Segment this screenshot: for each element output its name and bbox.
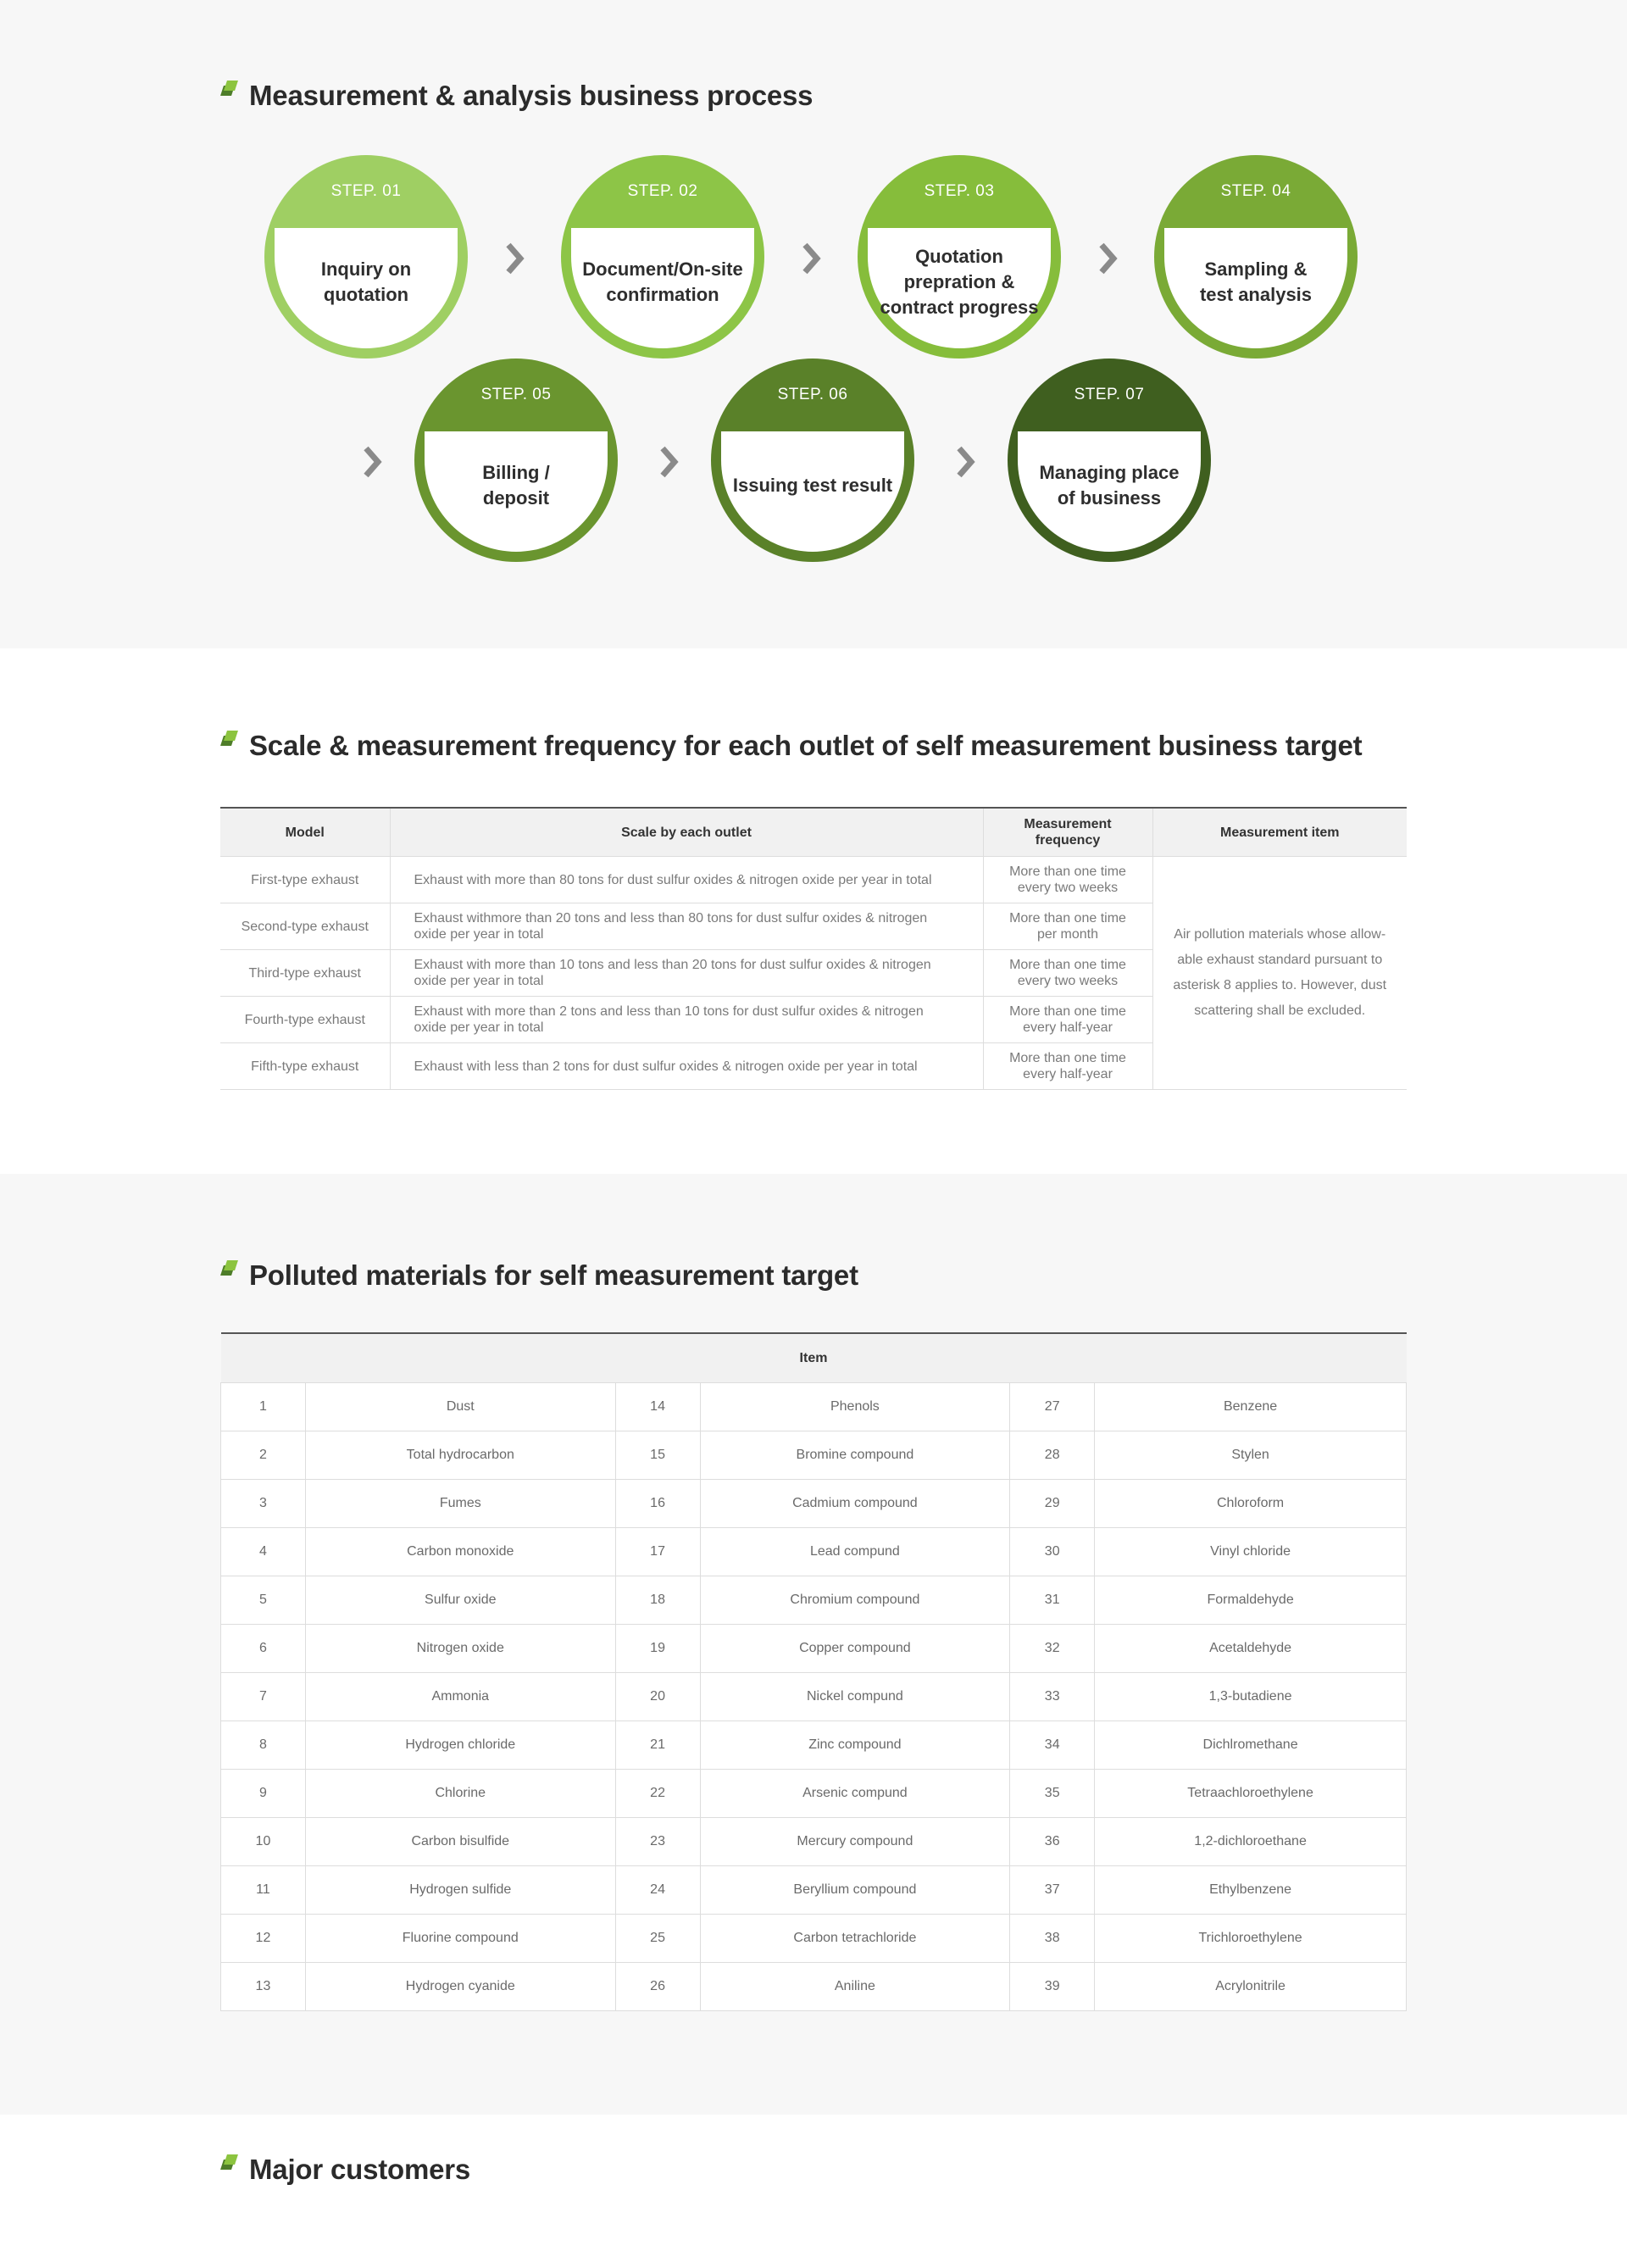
chevron-right-icon: [954, 443, 978, 481]
scale-cell: Exhaust with more than 2 tons and less than 10 tons for dust sulfur oxides & nitrogen oxide per year in total: [390, 997, 983, 1043]
customers-title: Major customers: [249, 2154, 471, 2185]
item-name-cell: Nitrogen oxide: [305, 1625, 615, 1673]
item-number-cell: 11: [221, 1866, 306, 1915]
table-row: [221, 1721, 1407, 1770]
model-cell: Fourth-type exhaust: [220, 997, 390, 1043]
item-name-cell: Chlorine: [305, 1770, 615, 1818]
step-circle-05: [414, 359, 618, 562]
item-number-cell: 20: [615, 1673, 700, 1721]
item-number-cell: 22: [615, 1770, 700, 1818]
table-row: [221, 1673, 1407, 1721]
item-number-cell: 38: [1010, 1915, 1095, 1963]
item-name-cell: Chloroform: [1095, 1480, 1407, 1528]
item-number-cell: 2: [221, 1431, 306, 1480]
table-row: [221, 1963, 1407, 2011]
item-number-cell: 25: [615, 1915, 700, 1963]
item-number-cell: 10: [221, 1818, 306, 1866]
item-name-cell: Beryllium compound: [700, 1866, 1010, 1915]
step-circle-03: [858, 155, 1061, 359]
item-name-cell: 1,3-butadiene: [1095, 1673, 1407, 1721]
item-number-cell: 39: [1010, 1963, 1095, 2011]
table-row: [221, 1576, 1407, 1625]
item-number-cell: 30: [1010, 1528, 1095, 1576]
step-circle-02: [561, 155, 764, 359]
model-cell: Fifth-type exhaust: [220, 1043, 390, 1090]
model-cell: Third-type exhaust: [220, 950, 390, 997]
table-row: [221, 1383, 1407, 1431]
item-name-cell: 1,2-dichloroethane: [1095, 1818, 1407, 1866]
item-number-cell: 28: [1010, 1431, 1095, 1480]
item-number-cell: 32: [1010, 1625, 1095, 1673]
item-name-cell: Benzene: [1095, 1383, 1407, 1431]
item-name-cell: Arsenic compund: [700, 1770, 1010, 1818]
customers-heading: [220, 2154, 470, 2186]
frequency-cell: More than one time every two weeks: [983, 857, 1152, 903]
table-row: [221, 1431, 1407, 1480]
step-label: Quotation prepration & contract progress: [880, 246, 1039, 318]
table-row: [221, 1770, 1407, 1818]
item-name-cell: Vinyl chloride: [1095, 1528, 1407, 1576]
heading-bullet-icon: [220, 2154, 237, 2171]
table-row: [221, 1818, 1407, 1866]
table-row: [221, 1625, 1407, 1673]
item-name-cell: Ammonia: [305, 1673, 615, 1721]
item-name-cell: Sulfur oxide: [305, 1576, 615, 1625]
table-row: [221, 1915, 1407, 1963]
item-number-cell: 16: [615, 1480, 700, 1528]
chevron-right-icon: [658, 443, 681, 481]
frequency-cell: More than one time every half-year: [983, 997, 1152, 1043]
step-circle-06: [711, 359, 914, 562]
chevron-right-icon: [361, 443, 385, 481]
item-name-cell: Fumes: [305, 1480, 615, 1528]
col-header-item: Item: [221, 1333, 1407, 1383]
item-name-cell: Nickel compund: [700, 1673, 1010, 1721]
item-name-cell: Ethylbenzene: [1095, 1866, 1407, 1915]
item-number-cell: 8: [221, 1721, 306, 1770]
chevron-right-icon: [800, 240, 824, 277]
item-number-cell: 26: [615, 1963, 700, 2011]
item-number-cell: 24: [615, 1866, 700, 1915]
item-number-cell: 17: [615, 1528, 700, 1576]
step-number: STEP. 03: [924, 182, 995, 200]
item-name-cell: Carbon tetrachloride: [700, 1915, 1010, 1963]
step-number: STEP. 02: [627, 182, 698, 200]
process-section: [0, 0, 1627, 648]
item-number-cell: 36: [1010, 1818, 1095, 1866]
scale-table: [220, 807, 1407, 1090]
model-cell: Second-type exhaust: [220, 903, 390, 950]
item-name-cell: Carbon monoxide: [305, 1528, 615, 1576]
step-number: STEP. 04: [1220, 182, 1291, 200]
item-number-cell: 13: [221, 1963, 306, 2011]
step-label: Inquiry on quotation: [320, 258, 412, 305]
item-number-cell: 5: [221, 1576, 306, 1625]
polluted-title: Polluted materials for self measurement target: [249, 1259, 858, 1291]
item-name-cell: Acrylonitrile: [1095, 1963, 1407, 2011]
model-cell: First-type exhaust: [220, 857, 390, 903]
item-number-cell: 1: [221, 1383, 306, 1431]
item-name-cell: Phenols: [700, 1383, 1010, 1431]
item-number-cell: 12: [221, 1915, 306, 1963]
step-circle-01: [264, 155, 468, 359]
process-title: Measurement & analysis business process: [249, 80, 814, 111]
scale-cell: Exhaust with less than 2 tons for dust sulfur oxides & nitrogen oxide per year in total: [390, 1043, 983, 1090]
table-row: [221, 1528, 1407, 1576]
step-label: Issuing test result: [732, 475, 893, 496]
item-name-cell: Hydrogen cyanide: [305, 1963, 615, 2011]
item-name-cell: Lead compund: [700, 1528, 1010, 1576]
item-name-cell: Bromine compound: [700, 1431, 1010, 1480]
item-name-cell: Total hydrocarbon: [305, 1431, 615, 1480]
step-number: STEP. 01: [330, 182, 402, 200]
item-name-cell: Chromium compound: [700, 1576, 1010, 1625]
item-name-cell: Aniline: [700, 1963, 1010, 2011]
step-number: STEP. 07: [1074, 386, 1145, 403]
heading-bullet-icon: [220, 1260, 237, 1277]
table-row: [221, 1480, 1407, 1528]
item-name-cell: Hydrogen sulfide: [305, 1866, 615, 1915]
chevron-right-icon: [503, 240, 527, 277]
item-number-cell: 29: [1010, 1480, 1095, 1528]
item-name-cell: Fluorine compound: [305, 1915, 615, 1963]
step-label: Billing / deposit: [482, 462, 550, 509]
item-number-cell: 27: [1010, 1383, 1095, 1431]
col-header-model: Model: [220, 808, 390, 857]
scale-cell: Exhaust withmore than 20 tons and less than 80 tons for dust sulfur oxides & nitrogen oxide per year in total: [390, 903, 983, 950]
item-name-cell: Trichloroethylene: [1095, 1915, 1407, 1963]
item-number-cell: 19: [615, 1625, 700, 1673]
item-name-cell: Dichlromethane: [1095, 1721, 1407, 1770]
step-label: Document/On-site confirmation: [582, 258, 743, 305]
step-label: Managing place of business: [1039, 462, 1180, 509]
item-number-cell: 34: [1010, 1721, 1095, 1770]
process-heading: [220, 80, 813, 112]
item-number-cell: 6: [221, 1625, 306, 1673]
col-header-scale: Scale by each outlet: [390, 808, 983, 857]
col-header-frequency: Measurement frequency: [983, 808, 1152, 857]
table-row: [221, 1866, 1407, 1915]
item-number-cell: 21: [615, 1721, 700, 1770]
frequency-cell: More than one time every half-year: [983, 1043, 1152, 1090]
item-name-cell: Copper compound: [700, 1625, 1010, 1673]
item-number-cell: 15: [615, 1431, 700, 1480]
item-number-cell: 4: [221, 1528, 306, 1576]
heading-bullet-icon: [220, 81, 237, 97]
col-header-item: Measurement item: [1152, 808, 1407, 857]
item-number-cell: 23: [615, 1818, 700, 1866]
step-circle-07: [1008, 359, 1211, 562]
item-name-cell: Cadmium compound: [700, 1480, 1010, 1528]
step-label: Sampling & test analysis: [1199, 258, 1313, 305]
item-name-cell: Stylen: [1095, 1431, 1407, 1480]
polluted-heading: [220, 1259, 858, 1292]
item-number-cell: 31: [1010, 1576, 1095, 1625]
step-number: STEP. 06: [777, 386, 848, 403]
step-circle-04: [1154, 155, 1358, 359]
item-name-cell: Dust: [305, 1383, 615, 1431]
item-name-cell: Mercury compound: [700, 1818, 1010, 1866]
scale-heading: [220, 730, 1362, 762]
item-number-cell: 7: [221, 1673, 306, 1721]
heading-bullet-icon: [220, 731, 237, 748]
item-name-cell: Hydrogen chloride: [305, 1721, 615, 1770]
item-number-cell: 3: [221, 1480, 306, 1528]
scale-cell: Exhaust with more than 80 tons for dust sulfur oxides & nitrogen oxide per year in total: [390, 857, 983, 903]
scale-title: Scale & measurement frequency for each outlet of self measurement business target: [249, 730, 1363, 761]
frequency-cell: More than one time every two weeks: [983, 950, 1152, 997]
measurement-item-cell: Air pollution materials whose allow- able exhaust standard pursuant to asterisk 8 applies to. However, dust scattering shall be excluded.: [1152, 857, 1407, 1090]
frequency-cell: More than one time per month: [983, 903, 1152, 950]
table-row: [220, 857, 1407, 903]
item-number-cell: 35: [1010, 1770, 1095, 1818]
item-name-cell: Formaldehyde: [1095, 1576, 1407, 1625]
step-number: STEP. 05: [480, 386, 552, 403]
chevron-right-icon: [1097, 240, 1120, 277]
item-number-cell: 14: [615, 1383, 700, 1431]
scale-cell: Exhaust with more than 10 tons and less than 20 tons for dust sulfur oxides & nitrogen oxide per year in total: [390, 950, 983, 997]
item-name-cell: Tetraachloroethylene: [1095, 1770, 1407, 1818]
polluted-table: [220, 1332, 1407, 2011]
item-name-cell: Acetaldehyde: [1095, 1625, 1407, 1673]
item-number-cell: 33: [1010, 1673, 1095, 1721]
item-number-cell: 37: [1010, 1866, 1095, 1915]
item-number-cell: 18: [615, 1576, 700, 1625]
customers-section: [0, 2115, 1627, 2268]
item-name-cell: Zinc compound: [700, 1721, 1010, 1770]
item-name-cell: Carbon bisulfide: [305, 1818, 615, 1866]
item-number-cell: 9: [221, 1770, 306, 1818]
